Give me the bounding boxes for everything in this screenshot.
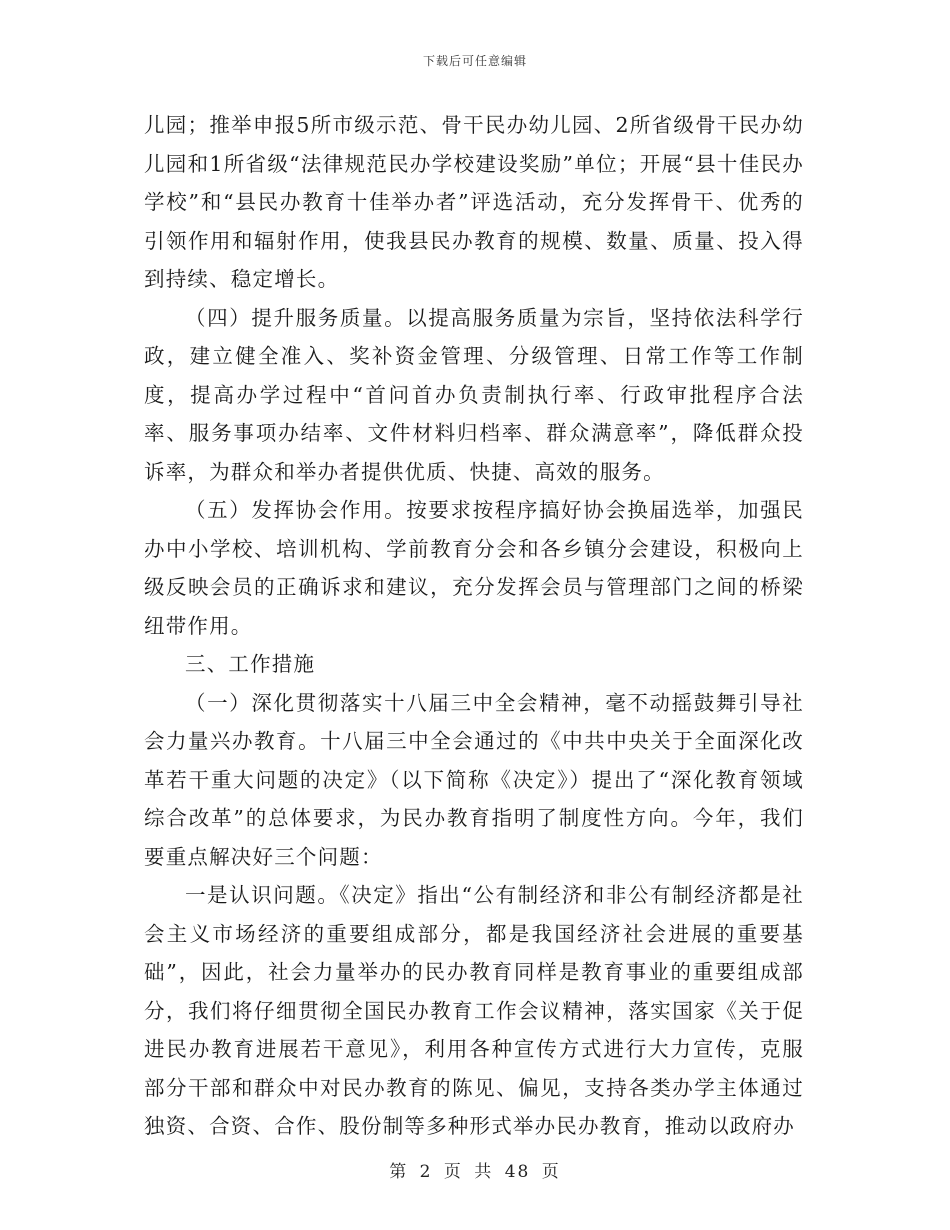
- paragraph-2: （四）提升服务质量。以提高服务质量为宗旨，坚持依法科学行政，建立健全准入、奖补资金管理、分级管理、日常工作等工作制度，提高办学过程中“首问首办负责制执行率、行政审批程序合法率、服务事项办结率、文件材料归档率、群众满意率”，降低群众投诉率，为群众和举办者提供优质、快捷、高效的服务。: [144, 305, 804, 484]
- paragraph-5: 一是认识问题。《决定》指出“公有制经济和非公有制经济都是社会主义市场经济的重要组成部分，都是我国经济社会进展的重要基础”，因此，社会力量举办的民办教育同样是教育事业的重要组成部分，我们将仔细贯彻全国民办教育工作会议精神，落实国家《关于促进民办教育进展若干意见》，利用各种宣传方式进行大力宣传，克服部分干部和群众中对民办教育的陈见、偏见，支持各类办学主体通过独资、合资、合作、股份制等多种形式举办民办教育，推动以政府办: [144, 883, 804, 1138]
- paragraph-4: （一）深化贯彻落实十八届三中全会精神，毫不动摇鼓舞引导社会力量兴办教育。十八届三中全会通过的《中共中央关于全面深化改革若干重大问题的决定》（以下简称《决定》）提出了“深化教育领域综合改革”的总体要求，为民办教育指明了制度性方向。今年，我们要重点解决好三个问题：: [144, 690, 804, 869]
- section-heading: 三、工作措施: [185, 652, 316, 676]
- paragraph-1: 儿园；推举申报5所市级示范、骨干民办幼儿园、2所省级骨干民办幼儿园和1所省级“法律规范民办学校建设奖励”单位；开展“县十佳民办学校”和“县民办教育十佳举办者”评选活动，充分发挥骨干、优秀的引领作用和辐射作用，使我县民办教育的规模、数量、质量、投入得到持续、稳定增长。: [144, 113, 804, 291]
- paragraph-3: （五）发挥协会作用。按要求按程序搞好协会换届选举，加强民办中小学校、培训机构、学前教育分会和各乡镇分会建设，积极向上级反映会员的正确诉求和建议，充分发挥会员与管理部门之间的桥梁纽带作用。: [144, 498, 804, 638]
- page-number: 第 2 页 共 48 页: [389, 1162, 561, 1182]
- document-body: [144, 106, 804, 1146]
- page-header: 下载后可任意编辑: [422, 54, 527, 68]
